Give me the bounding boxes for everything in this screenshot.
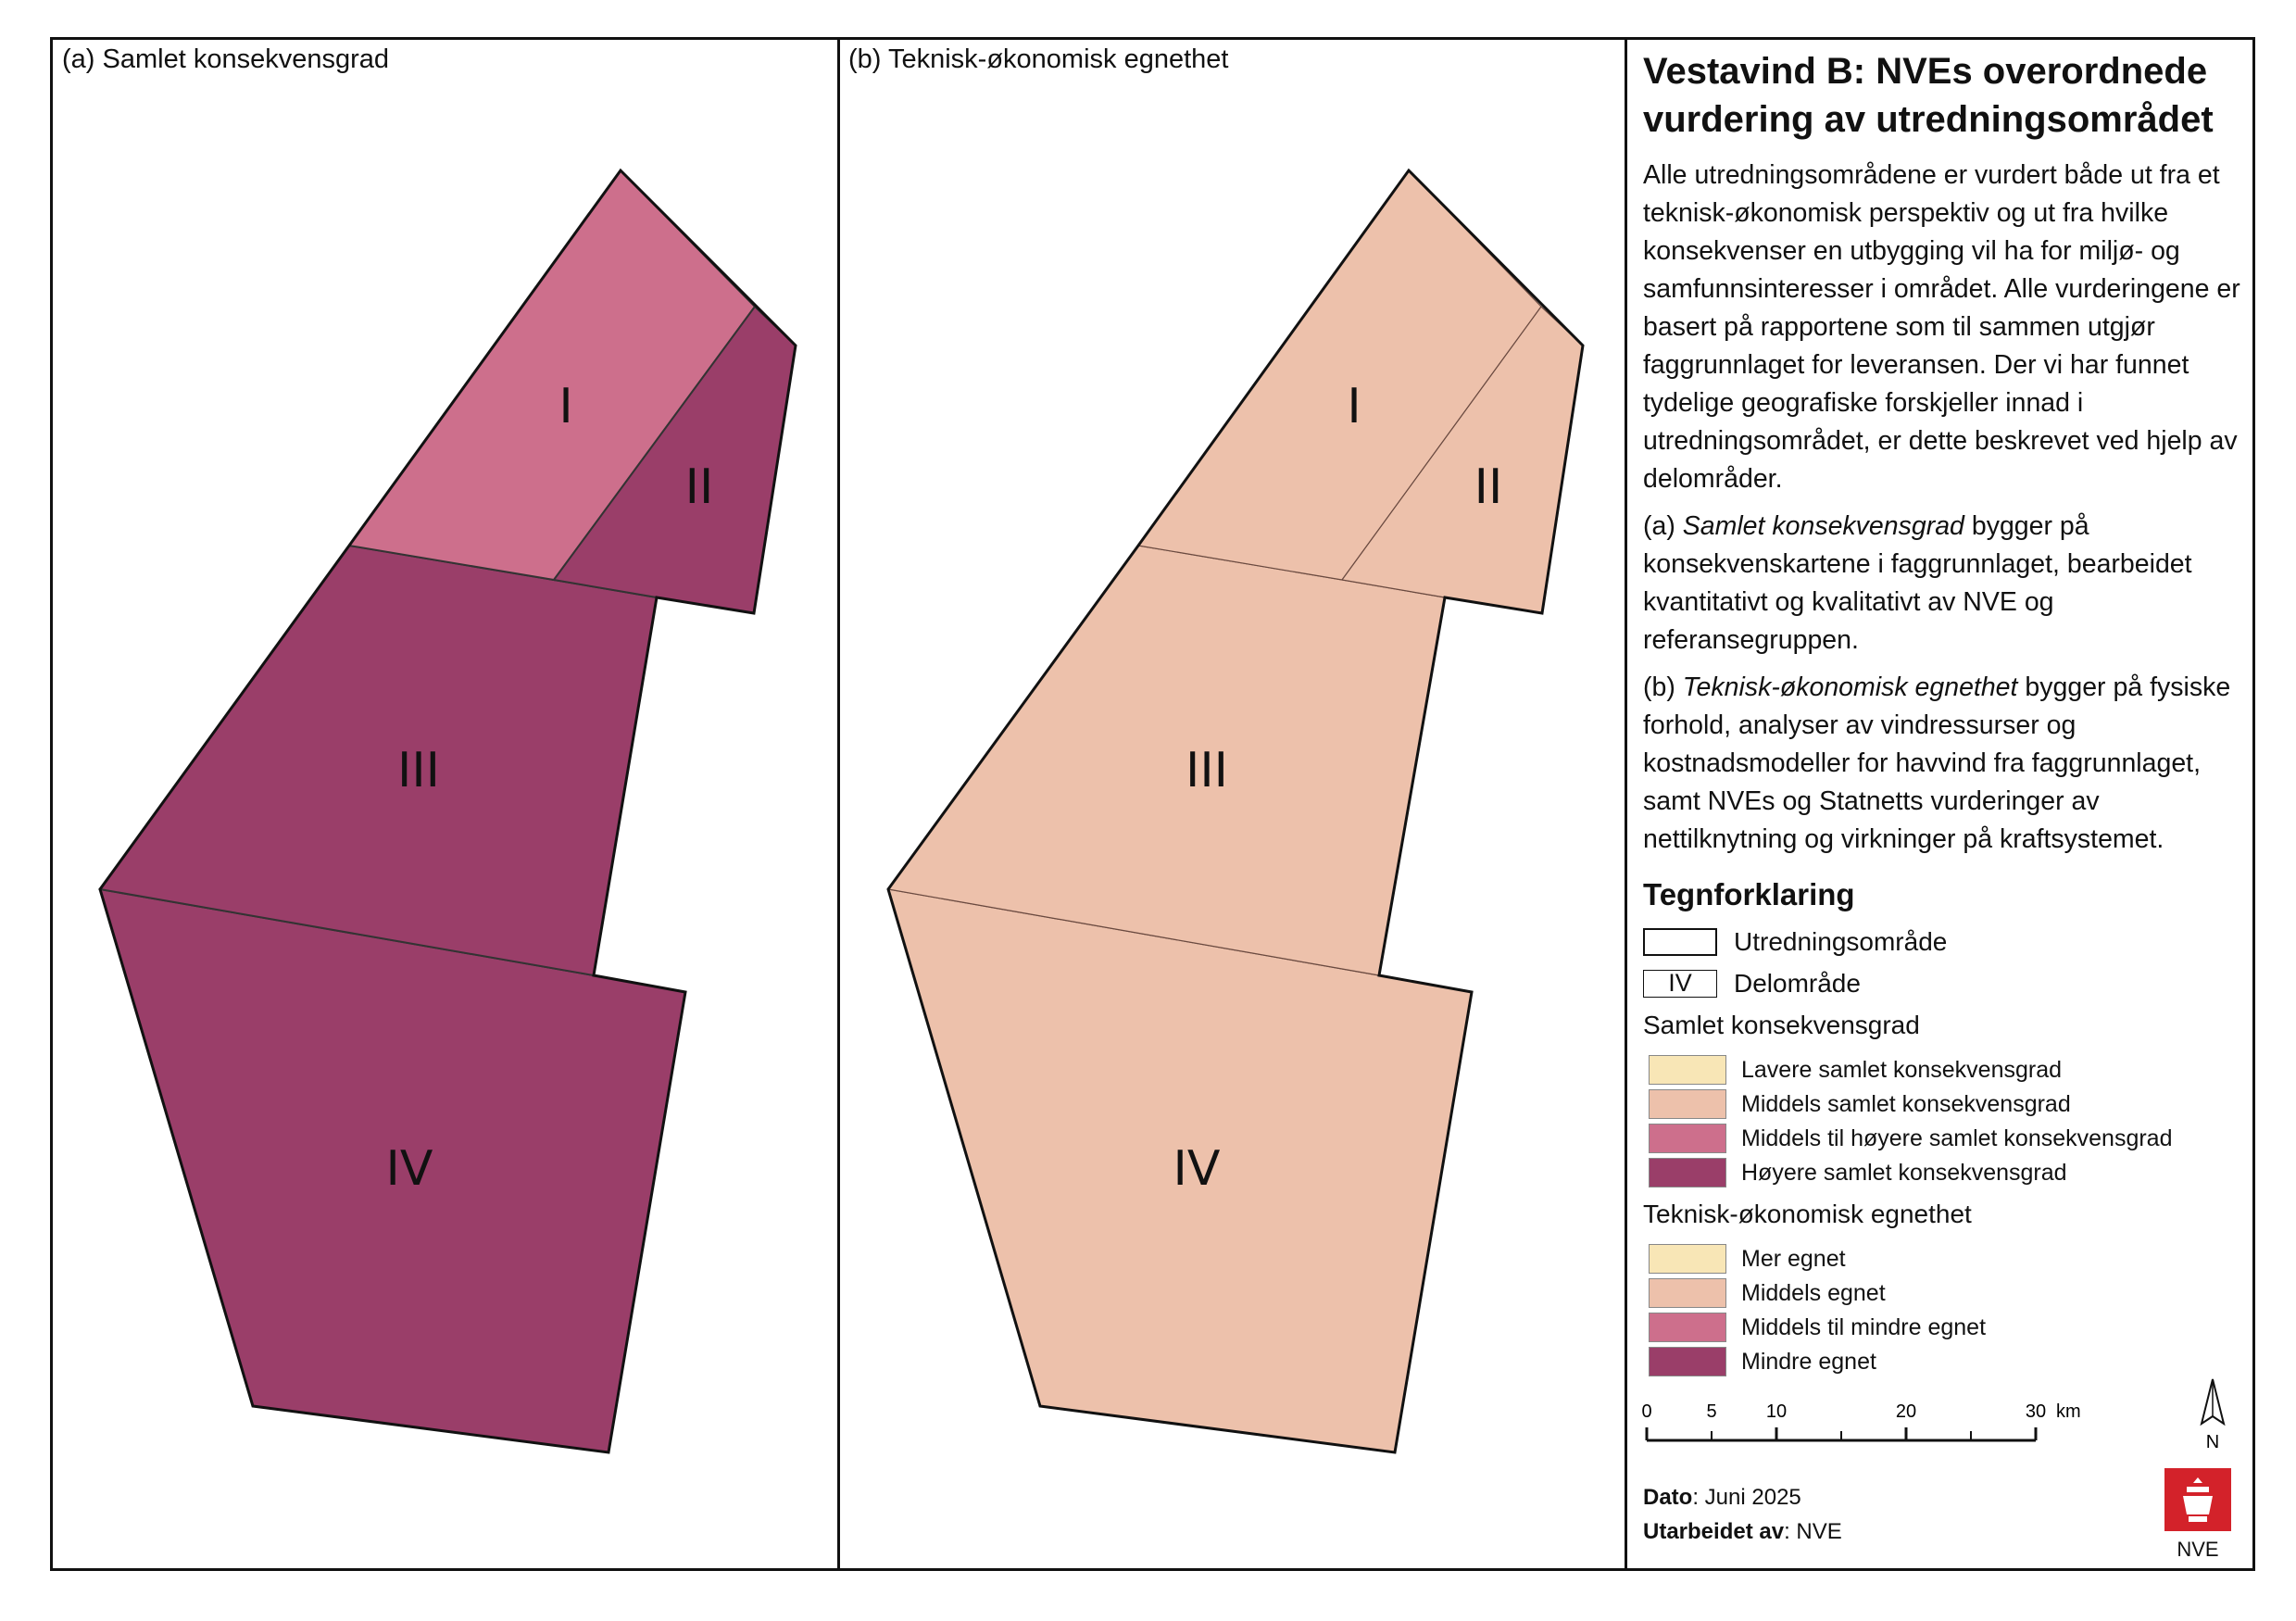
scale-tick-10: 10 <box>1765 1401 1788 1422</box>
zone-label-b-i: I <box>1347 379 1361 434</box>
legend-para-a <box>1643 508 2245 660</box>
legend-swatch-row <box>1649 1347 1876 1376</box>
para-a-italic: Samlet konsekvensgrad <box>1682 511 1964 541</box>
nve-logo-icon <box>2164 1468 2231 1561</box>
author-value: : NVE <box>1784 1519 1842 1544</box>
para-b-prefix: (b) <box>1643 672 1683 702</box>
date-value: : Juni 2025 <box>1692 1485 1801 1510</box>
para-a-rest: bygger på konsekvenskartene i faggrunnlaget, bearbeidet kvantitativt og kvalitativt av NVE og referansegruppen. <box>1643 511 2192 655</box>
panel-title-a: (a) Samlet konsekvensgrad <box>62 44 389 74</box>
legend-swatch-label: Mer egnet <box>1741 1245 1846 1272</box>
panel-divider-right <box>1625 37 1627 1571</box>
north-label: N <box>2205 1432 2220 1452</box>
subarea-symbol: IV <box>1643 970 1717 998</box>
logo-text: NVE <box>2177 1538 2219 1561</box>
para-b-rest: bygger på fysiske forhold, analyser av vindressurser og kostnadsmodeller for havvind fra faggrunnlaget, samt NVEs og Statnetts vurderinger av nettilknytning og virkninger på kraftsystemet. <box>1643 672 2231 854</box>
scale-bar <box>1643 1392 2162 1457</box>
legend-para-b <box>1643 669 2245 859</box>
legend-swatch <box>1649 1347 1726 1376</box>
date-line <box>1643 1480 1842 1514</box>
zone-label-a-iv: IV <box>385 1141 433 1197</box>
legend-intro: Alle utredningsområdene er vurdert både ut fra et teknisk-økonomisk perspektiv og ut fra hvilke konsekvenser en utbygging vil ha for miljø- og samfunnsinteresser i området. Alle vurderingene er basert på rapportene som til sammen utgjør faggrunnlaget for leveransen. Der vi har funnet tydelige geografiske forskjeller innad i utredningsområdet, er dette beskrevet ved hjelp av delområder. <box>1643 160 2240 494</box>
zone-label-b-ii: II <box>1474 459 1503 515</box>
legend-swatch <box>1649 1124 1726 1153</box>
legend-swatch-label: Middels samlet konsekvensgrad <box>1741 1090 2071 1117</box>
author-line <box>1643 1514 1842 1549</box>
legend-panel <box>1643 40 2245 1568</box>
scale-tick-20: 20 <box>1895 1401 1917 1422</box>
legend-swatch-row <box>1649 1313 1986 1342</box>
legend-title: Vestavind B: NVEs overordnede vurdering av utredningsområdet <box>1643 51 2214 140</box>
legend-swatch <box>1649 1313 1726 1342</box>
group1-title: Samlet konsekvensgrad <box>1643 1011 1920 1039</box>
date-label: Dato <box>1643 1485 1693 1510</box>
legend-subarea-row <box>1643 967 1861 1000</box>
legend-swatch-label: Lavere samlet konsekvensgrad <box>1741 1056 2063 1083</box>
legend-description <box>1643 157 2245 868</box>
zone-label-b-iii: III <box>1185 743 1229 798</box>
scale-tick-0: 0 <box>1641 1401 1652 1422</box>
legend-swatch-row <box>1649 1124 2172 1153</box>
legend-swatch-label: Middels til mindre egnet <box>1741 1313 1987 1340</box>
zone-label-a-i: I <box>558 379 573 434</box>
scale-unit: km <box>2056 1401 2081 1422</box>
scale-tick-5: 5 <box>1706 1401 1717 1422</box>
legend-swatch <box>1649 1055 1726 1085</box>
area-label: Utredningsområde <box>1734 927 1948 956</box>
legend-swatch-label: Middels egnet <box>1741 1279 1886 1306</box>
meta-block <box>1643 1480 1842 1549</box>
legend-swatch-row <box>1649 1055 2062 1085</box>
legend-heading: Tegnforklaring <box>1643 877 1855 911</box>
group2-title: Teknisk-økonomisk egnethet <box>1643 1200 1972 1228</box>
legend-swatch-label: Høyere samlet konsekvensgrad <box>1741 1159 2067 1186</box>
legend-swatch-label: Mindre egnet <box>1741 1348 1876 1375</box>
zone-label-b-iv: IV <box>1173 1141 1221 1197</box>
legend-swatch-row <box>1649 1089 2071 1119</box>
legend-swatch <box>1649 1158 1726 1187</box>
legend-area-row <box>1643 925 1947 959</box>
zone-label-a-ii: II <box>684 459 714 515</box>
legend-swatch <box>1649 1278 1726 1308</box>
zone-label-a-iii: III <box>396 743 441 798</box>
legend-swatch-label: Middels til høyere samlet konsekvensgrad <box>1741 1125 2173 1151</box>
area-symbol <box>1643 928 1717 956</box>
scale-tick-30: 30 <box>2025 1401 2047 1422</box>
author-label: Utarbeidet av <box>1643 1519 1785 1544</box>
para-a-prefix: (a) <box>1643 511 1683 541</box>
panel-title-b: (b) Teknisk-økonomisk egnethet <box>848 44 1229 74</box>
legend-swatch-row <box>1649 1158 2067 1187</box>
map-panel-b <box>840 40 1624 1568</box>
para-b-italic: Teknisk-økonomisk egnethet <box>1682 672 2018 702</box>
legend-swatch <box>1649 1244 1726 1274</box>
north-arrow-icon <box>2194 1376 2231 1455</box>
legend-swatch <box>1649 1089 1726 1119</box>
subarea-label: Delområde <box>1734 969 1861 998</box>
legend-swatch-row <box>1649 1244 1846 1274</box>
map-panel-a <box>53 40 836 1568</box>
legend-swatch-row <box>1649 1278 1886 1308</box>
